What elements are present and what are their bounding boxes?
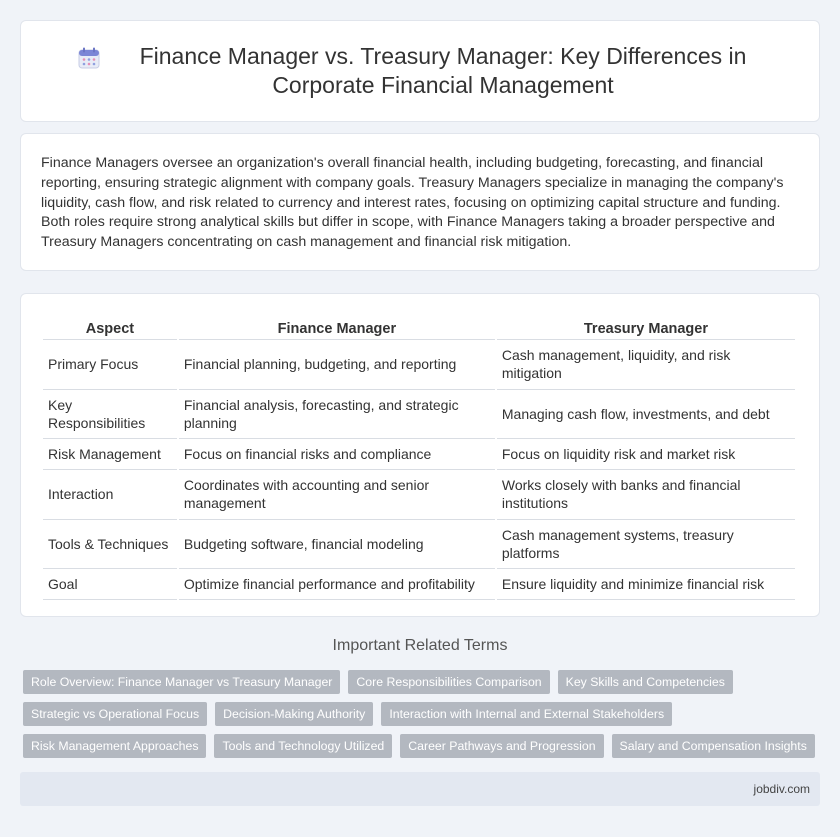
cell-treasury: Works closely with banks and financial institutions — [497, 470, 795, 520]
tag-row — [23, 670, 823, 694]
cell-finance: Optimize financial performance and profitability — [179, 569, 495, 600]
tag-strategic-vs-operational[interactable]: Strategic vs Operational Focus — [23, 702, 207, 726]
cell-treasury: Cash management systems, treasury platforms — [497, 520, 795, 570]
table-row — [43, 520, 795, 570]
tag-key-skills[interactable]: Key Skills and Competencies — [558, 670, 733, 694]
header-finance-manager: Finance Manager — [179, 312, 495, 340]
calendar-icon — [77, 46, 101, 70]
tag-role-overview[interactable]: Role Overview: Finance Manager vs Treasury Manager — [23, 670, 340, 694]
cell-finance: Coordinates with accounting and senior management — [179, 470, 495, 520]
title-wrap — [77, 42, 763, 100]
cell-aspect: Interaction — [43, 470, 177, 520]
footer-source[interactable]: jobdiv.com — [753, 782, 810, 796]
cell-aspect: Key Responsibilities — [43, 390, 177, 440]
table-header-row — [43, 312, 795, 340]
tag-decision-making[interactable]: Decision-Making Authority — [215, 702, 373, 726]
comparison-table-card — [20, 293, 820, 617]
footer — [20, 772, 820, 806]
comparison-table — [41, 312, 797, 600]
page-title: Finance Manager vs. Treasury Manager: Key Differences in Corporate Financial Management — [139, 43, 747, 98]
cell-aspect: Primary Focus — [43, 340, 177, 390]
table-row — [43, 340, 795, 390]
tag-salary[interactable]: Salary and Compensation Insights — [612, 734, 815, 758]
cell-aspect: Tools & Techniques — [43, 520, 177, 570]
related-terms-tags — [23, 670, 823, 766]
cell-finance: Focus on financial risks and compliance — [179, 439, 495, 470]
table-row — [43, 390, 795, 440]
tag-career-pathways[interactable]: Career Pathways and Progression — [400, 734, 603, 758]
tag-row — [23, 702, 823, 726]
tag-core-responsibilities[interactable]: Core Responsibilities Comparison — [348, 670, 549, 694]
tag-stakeholders[interactable]: Interaction with Internal and External Stakeholders — [381, 702, 672, 726]
cell-treasury: Focus on liquidity risk and market risk — [497, 439, 795, 470]
header-treasury-manager: Treasury Manager — [497, 312, 795, 340]
table-row — [43, 569, 795, 600]
intro-paragraph: Finance Managers oversee an organization's overall financial health, including budgeting, forecasting, and financial reporting, ensuring strategic alignment with company goals. Treasury Managers specialize in managing the company's liquidity, cash flow, and risk related to currency and interest rates, focusing on optimizing capital structure and funding. Both roles require strong analytical skills but differ in scope, with Finance Managers taking a broader perspective and Treasury Managers concentrating on cash management and financial risk mitigation. — [41, 155, 784, 251]
cell-treasury: Ensure liquidity and minimize financial risk — [497, 569, 795, 600]
cell-finance: Financial planning, budgeting, and reporting — [179, 340, 495, 390]
tag-tools-technology[interactable]: Tools and Technology Utilized — [214, 734, 392, 758]
related-terms-title: Important Related Terms — [332, 637, 508, 654]
cell-treasury: Cash management, liquidity, and risk mitigation — [497, 340, 795, 390]
cell-finance: Budgeting software, financial modeling — [179, 520, 495, 570]
cell-aspect: Risk Management — [43, 439, 177, 470]
table-row — [43, 439, 795, 470]
intro-card — [20, 133, 820, 271]
tag-row — [23, 734, 823, 758]
cell-aspect: Goal — [43, 569, 177, 600]
title-card — [20, 20, 820, 122]
table-row — [43, 470, 795, 520]
cell-treasury: Managing cash flow, investments, and debt — [497, 390, 795, 440]
tag-risk-management[interactable]: Risk Management Approaches — [23, 734, 206, 758]
cell-finance: Financial analysis, forecasting, and strategic planning — [179, 390, 495, 440]
header-aspect: Aspect — [43, 312, 177, 340]
